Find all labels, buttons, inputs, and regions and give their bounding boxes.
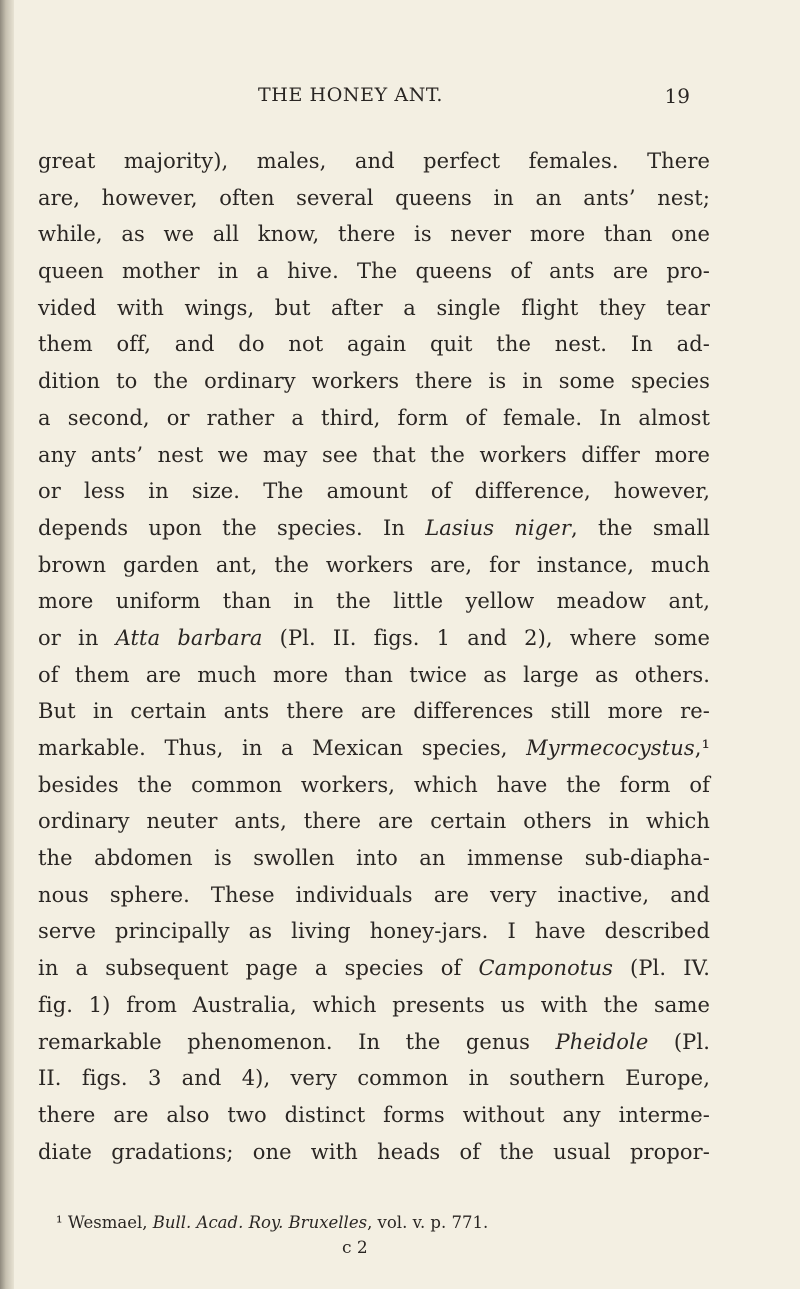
text-segment: more uniform than in the little yellow meadow ant,	[38, 589, 710, 614]
footnote-reference: , vol. v. p. 771.	[367, 1213, 489, 1232]
text-line	[38, 950, 710, 987]
text-line	[38, 180, 710, 217]
text-segment: any ants’ nest we may see that the workers differ more	[38, 442, 710, 467]
text-line	[38, 1134, 710, 1171]
text-segment: there are also two distinct forms without any interme-	[38, 1102, 710, 1127]
text-segment: serve principally as living honey-jars. I have described	[38, 919, 710, 944]
signature-mark: c 2	[342, 1238, 368, 1258]
italic-term: Camponotus	[478, 956, 613, 981]
text-line	[38, 767, 710, 804]
text-segment: But in certain ants there are differences still more re-	[38, 699, 710, 724]
text-segment: great majority), males, and perfect females. There	[38, 149, 710, 173]
text-segment: (Pl. IV.	[612, 956, 710, 981]
text-line	[38, 290, 710, 327]
text-line	[38, 730, 710, 767]
text-line	[38, 510, 710, 547]
text-line	[38, 216, 710, 253]
footnote-author: Wesmael,	[62, 1213, 153, 1232]
text-segment: or in	[38, 625, 116, 650]
text-line	[38, 326, 710, 363]
text-line	[38, 473, 710, 510]
running-title: THE HONEY ANT.	[258, 84, 444, 106]
text-segment: (Pl.	[648, 1029, 711, 1054]
text-segment: , the small	[570, 515, 710, 540]
text-segment: a second, or rather a third, form of female. In almost	[38, 405, 710, 430]
text-segment: II. figs. 3 and 4), very common in southern Europe,	[38, 1066, 710, 1091]
footnote-journal: Bull. Acad. Roy. Bruxelles	[152, 1213, 368, 1232]
text-segment: in a subsequent page a species of	[38, 956, 479, 981]
text-segment: vided with wings, but after a single flight they tear	[38, 295, 710, 320]
text-line	[38, 620, 710, 657]
text-line	[38, 143, 710, 180]
text-segment: (Pl. II. figs. 1 and 2), where some	[262, 625, 710, 650]
text-line	[38, 437, 710, 474]
text-segment: diate gradations; one with heads of the usual propor-	[38, 1139, 710, 1164]
text-line	[38, 877, 710, 914]
page-header	[258, 84, 690, 114]
body-text	[38, 143, 710, 1170]
footnote-marker: ¹	[56, 1213, 63, 1232]
text-line	[38, 987, 710, 1024]
text-segment: besides the common workers, which have the form of	[38, 772, 710, 797]
text-segment: of them are much more than twice as large as others.	[38, 662, 710, 687]
text-segment: them off, and do not again quit the nest. In ad-	[38, 332, 710, 357]
text-line	[38, 1024, 710, 1061]
binding-edge	[0, 0, 14, 1289]
text-segment: fig. 1) from Australia, which presents us with the same	[38, 992, 710, 1017]
footnote	[56, 1213, 706, 1232]
text-segment: nous sphere. These individuals are very inactive, and	[38, 882, 710, 907]
italic-term: Atta barbara	[115, 625, 263, 650]
text-segment: the abdomen is swollen into an immense sub-diapha-	[38, 846, 710, 871]
text-segment: while, as we all know, there is never more than one	[38, 222, 710, 247]
text-line	[38, 400, 710, 437]
italic-term: Pheidole	[555, 1029, 649, 1054]
text-line	[38, 253, 710, 290]
text-segment: are, however, often several queens in an ants’ nest;	[38, 185, 710, 210]
text-line	[38, 693, 710, 730]
text-segment: brown garden ant, the workers are, for instance, much	[38, 552, 710, 577]
text-line	[38, 547, 710, 584]
text-line	[38, 840, 710, 877]
text-segment: dition to the ordinary workers there is in some species	[38, 369, 710, 394]
text-line	[38, 1060, 710, 1097]
text-line	[38, 363, 710, 400]
text-segment: or less in size. The amount of difference, however,	[38, 479, 710, 504]
page-number: 19	[664, 84, 690, 108]
text-segment: depends upon the species. In	[38, 515, 426, 540]
text-line	[38, 583, 710, 620]
text-line	[38, 803, 710, 840]
text-line	[38, 913, 710, 950]
footnote-reference-mark: ,¹	[694, 736, 710, 760]
text-segment: markable. Thus, in a Mexican species,	[38, 736, 527, 760]
text-segment: ordinary neuter ants, there are certain others in which	[38, 809, 710, 834]
italic-term: Lasius niger	[425, 515, 571, 540]
text-segment: remarkable phenomenon. In the genus	[38, 1029, 556, 1054]
text-line	[38, 1097, 710, 1134]
text-line	[38, 657, 710, 694]
text-segment: queen mother in a hive. The queens of ants are pro-	[38, 259, 710, 284]
italic-term: Myrmecocystus	[526, 736, 695, 760]
